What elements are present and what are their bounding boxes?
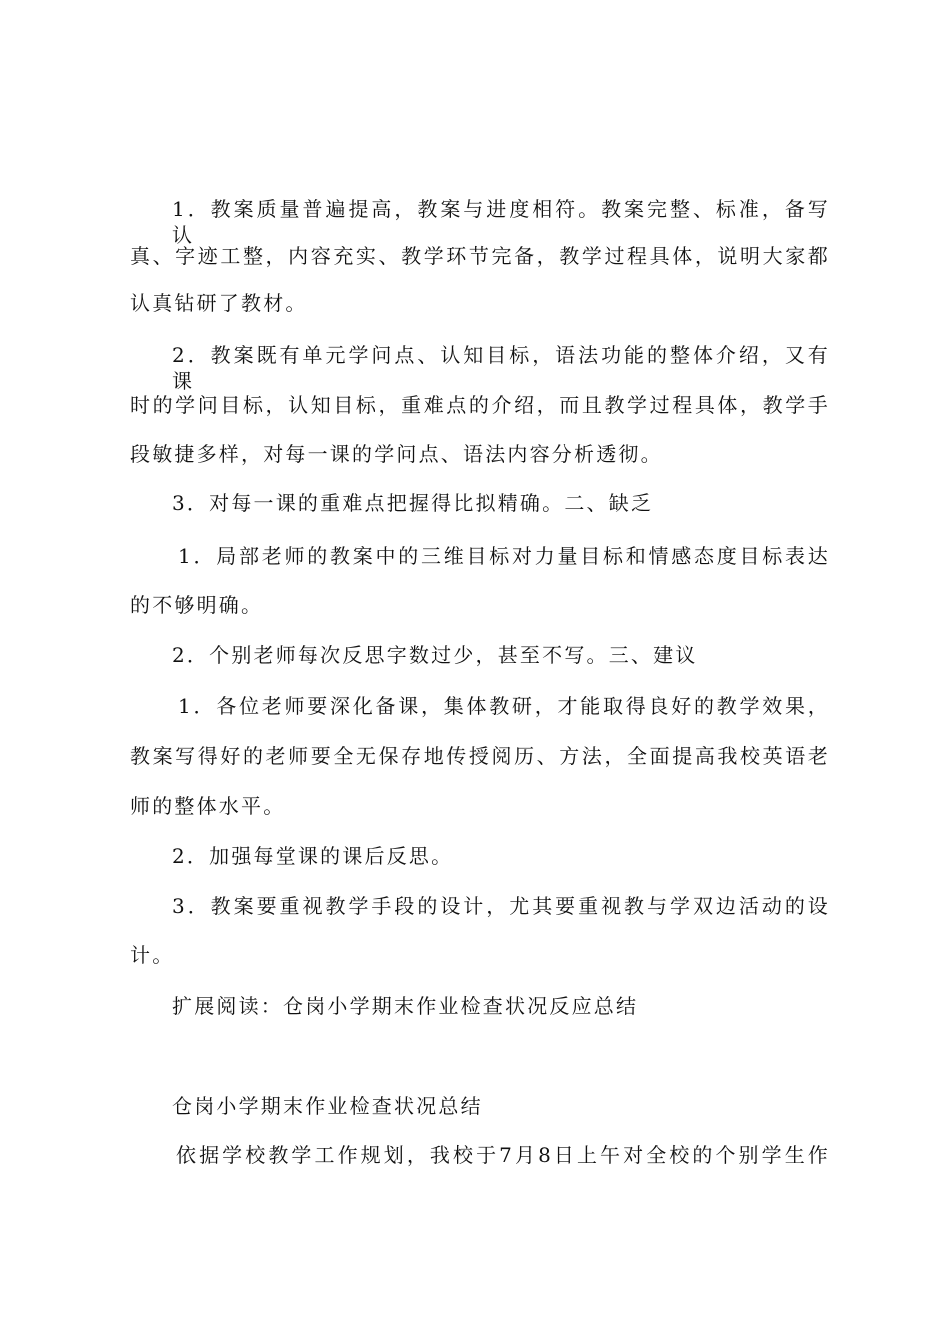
paragraph-3-line-1: 3．对每一课的重难点把握得比拟精确。二、缺乏 [172,491,654,515]
paragraph-4-line-2: 的不够明确。 [130,593,264,617]
section-paragraph-line-1: 依据学校教学工作规划，我校于7月8日上午对全校的个别学生作 [176,1143,830,1167]
paragraph-4-line-1: 1．局部老师的教案中的三维目标对力量目标和情感态度目标表达 [178,544,830,568]
paragraph-2-line-1: 2．教案既有单元学问点、认知目标，语法功能的整体介绍，又有课 [172,343,830,393]
paragraph-6-line-2: 教案写得好的老师要全无保存地传授阅历、方法，全面提高我校英语老 [130,744,830,768]
paragraph-1-line-1: 1．教案质量普遍提高，教案与进度相符。教案完整、标准，备写认 [172,197,830,247]
paragraph-6-line-3: 师的整体水平。 [130,794,286,818]
paragraph-7-line-1: 2．加强每堂课的课后反思。 [172,844,454,868]
paragraph-1-line-3: 认真钻研了教材。 [130,291,308,315]
paragraph-1-line-2: 真、字迹工整，内容充实、教学环节完备，教学过程具体，说明大家都 [130,244,830,268]
extended-reading-line: 扩展阅读：仓岗小学期末作业检查状况反应总结 [172,994,639,1018]
paragraph-6-line-1: 1．各位老师要深化备课，集体教研，才能取得良好的教学效果， [178,694,830,718]
paragraph-2-line-3: 段敏捷多样，对每一课的学问点、语法内容分析透彻。 [130,442,663,466]
paragraph-8-line-1: 3．教案要重视教学手段的设计，尤其要重视教与学双边活动的设 [172,894,830,918]
paragraph-8-line-2: 计。 [130,943,175,967]
paragraph-2-line-2: 时的学问目标，认知目标，重难点的介绍，而且教学过程具体，教学手 [130,393,830,417]
section-title: 仓岗小学期末作业检查状况总结 [172,1094,483,1118]
paragraph-5-line-1: 2．个别老师每次反思字数过少，甚至不写。三、建议 [172,643,698,667]
